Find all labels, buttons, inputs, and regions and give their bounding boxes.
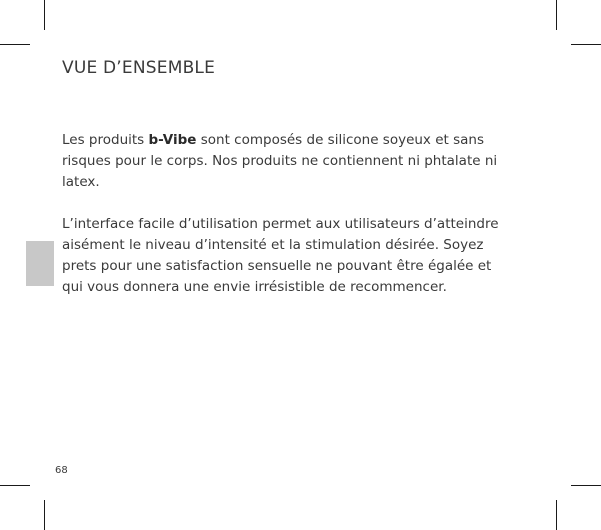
crop-mark-top-right-horizontal: [571, 44, 601, 45]
section-side-tab: [26, 241, 54, 286]
paragraph-1-intro: Les produits: [62, 132, 149, 148]
crop-mark-bottom-left-vertical: [44, 500, 45, 530]
page-number: 68: [55, 465, 68, 476]
crop-mark-bottom-right-vertical: [556, 500, 557, 530]
body-text: [62, 130, 512, 319]
crop-mark-bottom-left-horizontal: [0, 485, 30, 486]
brand-name: b-Vibe: [148, 132, 197, 148]
crop-mark-top-left-vertical: [44, 0, 45, 30]
paragraph-1: [62, 130, 512, 193]
paragraph-2: L’interface facile d’utilisation permet aux utilisateurs d’atteindre aisément le niveau d’intensité et la stimulation désirée. Soyez prets pour une satisfaction sensuelle ne pouvant être égalée et qui vous donnera une envie irrésistible de recommencer.: [62, 216, 499, 295]
page-title: VUE D’ENSEMBLE: [62, 58, 216, 78]
crop-mark-top-right-vertical: [556, 0, 557, 30]
paragraph-1-rest: sont composés de silicone soyeux et sans risques pour le corps. Nos produits ne contiennent ni phtalate ni latex.: [62, 132, 498, 190]
crop-mark-bottom-right-horizontal: [571, 485, 601, 486]
crop-mark-top-left-horizontal: [0, 44, 30, 45]
